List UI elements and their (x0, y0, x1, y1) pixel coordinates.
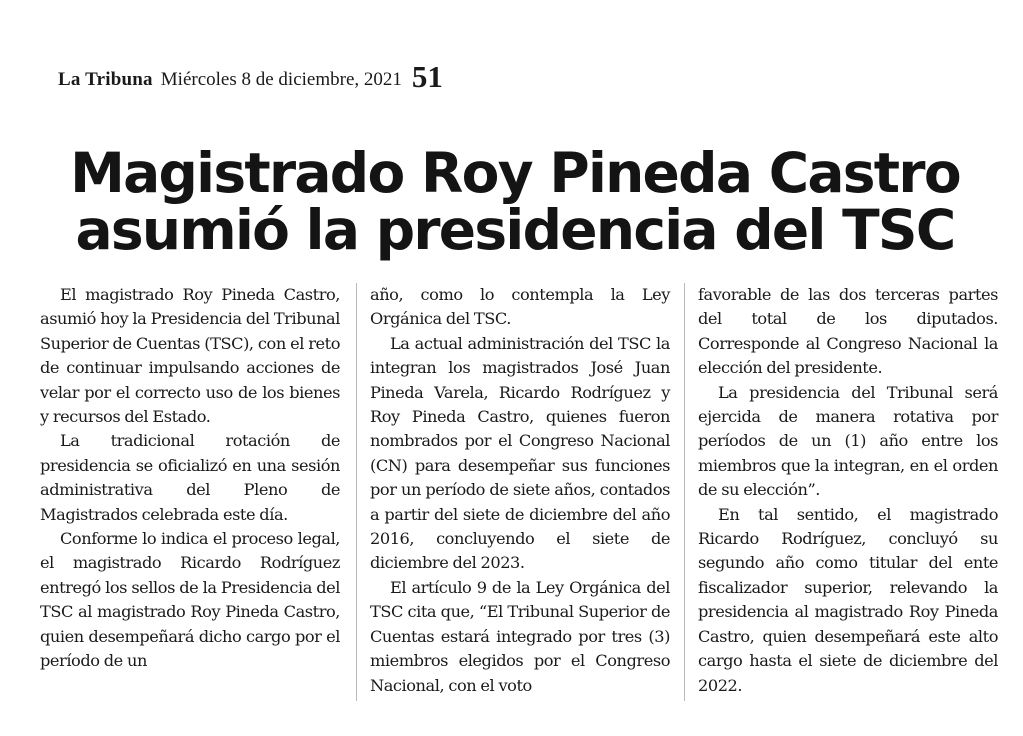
paragraph: La presidencia del Tribunal será ejercida de manera rotativa por períodos de un (1) año entre los miembros que la integran, en el orden de su elección”. (698, 382, 998, 500)
paragraph: Conforme lo indica el proceso legal, el magistrado Ricardo Rodríguez entregó los sellos de la Presidencia del TSC al magistrado Roy Pineda Castro, quien desempeñará dicho cargo por el período de un (40, 529, 340, 671)
paragraph: El magistrado Roy Pineda Castro, asumió hoy la Presidencia del Tribunal Superior de Cuentas (TSC), con el reto de continuar impulsando acciones de velar por el correcto uso de los bienes y recursos del Estado. (40, 285, 340, 427)
article-headline (30, 141, 1000, 262)
article-column-1 (40, 283, 340, 674)
paragraph: La actual administración del TSC la integran los magistrados José Juan Pineda Varela, Ricardo Rodríguez y Roy Pineda Castro, quienes fueron nombrados por el Congreso Nacional (CN) para desempeñar sus funciones por un período de siete años, contados a partir del siete de diciembre del año 2016, concluyendo el siete de diciembre del 2023. (370, 333, 670, 573)
article-column-3 (698, 283, 998, 698)
paragraph-continuation: año, como lo contempla la Ley Orgánica del TSC. (370, 285, 670, 329)
column-divider (684, 283, 685, 701)
headline-line-1: Magistrado Roy Pineda Castro (70, 141, 960, 205)
masthead (58, 57, 443, 94)
headline-line-2: asumió la presidencia del TSC (75, 198, 955, 262)
page-number: 51 (411, 59, 443, 94)
paragraph: La tradicional rotación de presidencia se oficializó en una sesión administrativa del Pleno de Magistrados celebrada este día. (40, 431, 340, 524)
newspaper-name: La Tribuna (58, 69, 153, 90)
publication-date: Miércoles 8 de diciembre, 2021 (160, 69, 402, 90)
paragraph: El artículo 9 de la Ley Orgánica del TSC cita que, “El Tribunal Superior de Cuentas estará integrado por tres (3) miembros elegidos por el Congreso Nacional, con el voto (370, 577, 670, 695)
paragraph-continuation: favorable de las dos terceras partes del total de los diputados. Corresponde al Congreso Nacional la elección del presidente. (698, 285, 998, 378)
paragraph: En tal sentido, el magistrado Ricardo Rodríguez, concluyó su segundo año como titular del ente fiscalizador superior, relevando la presidencia al magistrado Roy Pineda Castro, quien desempeñará este alto cargo hasta el siete de diciembre del 2022. (698, 504, 998, 695)
article-column-2 (370, 283, 670, 698)
column-divider (356, 283, 357, 701)
